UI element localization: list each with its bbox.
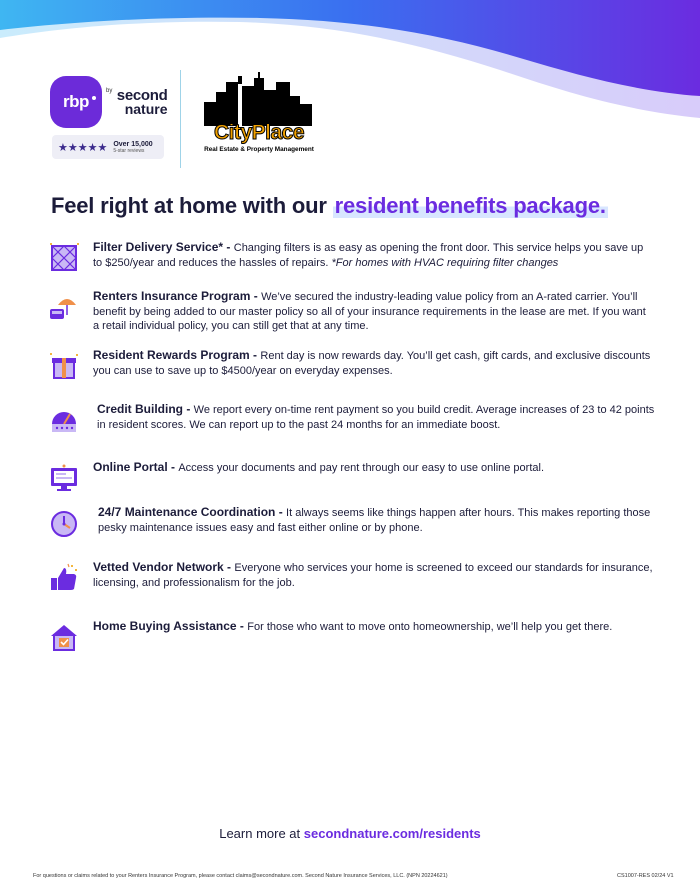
benefit-body: Everyone who services your home is screened to exceed our standards for insurance, licensing, and professionalism for the job. [93, 562, 653, 589]
second-nature-logo [106, 88, 168, 116]
by-label: by [106, 88, 113, 94]
logo-divider [180, 70, 181, 168]
learn-more-lead: Learn more at [219, 826, 304, 841]
rbp-logo: rbp [50, 76, 102, 128]
star-rating-icon: ★★★★★ [58, 141, 108, 154]
benefit-body: For those who want to move onto homeownership, we’ll help you get there. [247, 621, 613, 633]
review-count: Over 15,000 [113, 140, 153, 148]
benefit-body: We’ve secured the industry-leading value policy from an A-rated carrier. You’ll benefit by being added to our master policy so all of your insurance requirements in the lease are met. If you want a retail individual policy, you can still get that at any time. [93, 291, 646, 333]
umbrella-icon [48, 291, 80, 323]
house-check-icon [48, 621, 80, 653]
benefit-body: Rent day is now rewards day. You’ll get cash, gift cards, and exclusive discounts you can use to save up to $4500/year on everyday expenses. [93, 350, 651, 377]
gift-icon [48, 350, 80, 382]
benefit-title: Home Buying Assistance - [93, 619, 248, 633]
page-title [51, 193, 608, 219]
partner-logos [50, 68, 350, 163]
review-badge [52, 135, 164, 159]
benefit-body: Changing filters is as easy as opening the front door. This service helps you save up to $250/year and reduces the hassles of repairs. [93, 242, 644, 269]
cityplace-subtitle: Real Estate & Property Management [204, 146, 314, 153]
cityplace-logo [198, 72, 320, 164]
benefit-title: Resident Rewards Program - [93, 348, 261, 362]
footer-disclaimer: For questions or claims related to your Renters Insurance Program, please contact claims@secondnature.com. Second Nature Insurance Services, LLC. (NPN 20224621) [33, 873, 448, 879]
benefit-body: We report every on-time rent payment so you build credit. Average increases of 23 to 42 points in resident scores. We can report up to the past 24 months for an immediate boost. [97, 404, 655, 431]
thumbs-up-icon [48, 562, 80, 594]
benefit-title: Credit Building - [97, 402, 194, 416]
second-label: second [116, 87, 168, 104]
air-filter-icon [48, 242, 80, 274]
benefit-title: Vetted Vendor Network - [93, 560, 235, 574]
review-label: 5-star reviews [113, 147, 145, 154]
title-lead: Feel right at home with our [51, 193, 333, 218]
residents-link[interactable]: secondnature.com/residents [303, 826, 481, 841]
learn-more [0, 826, 700, 841]
nature-label: nature [124, 101, 168, 117]
benefit-title: Filter Delivery Service* - [93, 240, 234, 254]
benefit-title: 24/7 Maintenance Coordination - [98, 505, 287, 519]
benefit-body: It always seems like things happen after hours. This makes reporting those pesky maintenance issues easy and fast either online or by phone. [98, 507, 651, 534]
credit-gauge-icon [48, 404, 80, 436]
document-code: CS1007-RES 02/24 V1 [617, 873, 674, 879]
benefit-note: *For homes with HVAC requiring filter changes [331, 256, 559, 269]
benefit-title: Renters Insurance Program - [93, 289, 262, 303]
computer-portal-icon [48, 462, 80, 494]
title-highlight: resident benefits package. [334, 193, 606, 218]
benefit-body: Access your documents and pay rent through our easy to use online portal. [178, 462, 545, 474]
cityplace-name: CityPlace [213, 121, 305, 144]
benefit-title: Online Portal - [93, 460, 179, 474]
clock-icon [48, 507, 80, 539]
